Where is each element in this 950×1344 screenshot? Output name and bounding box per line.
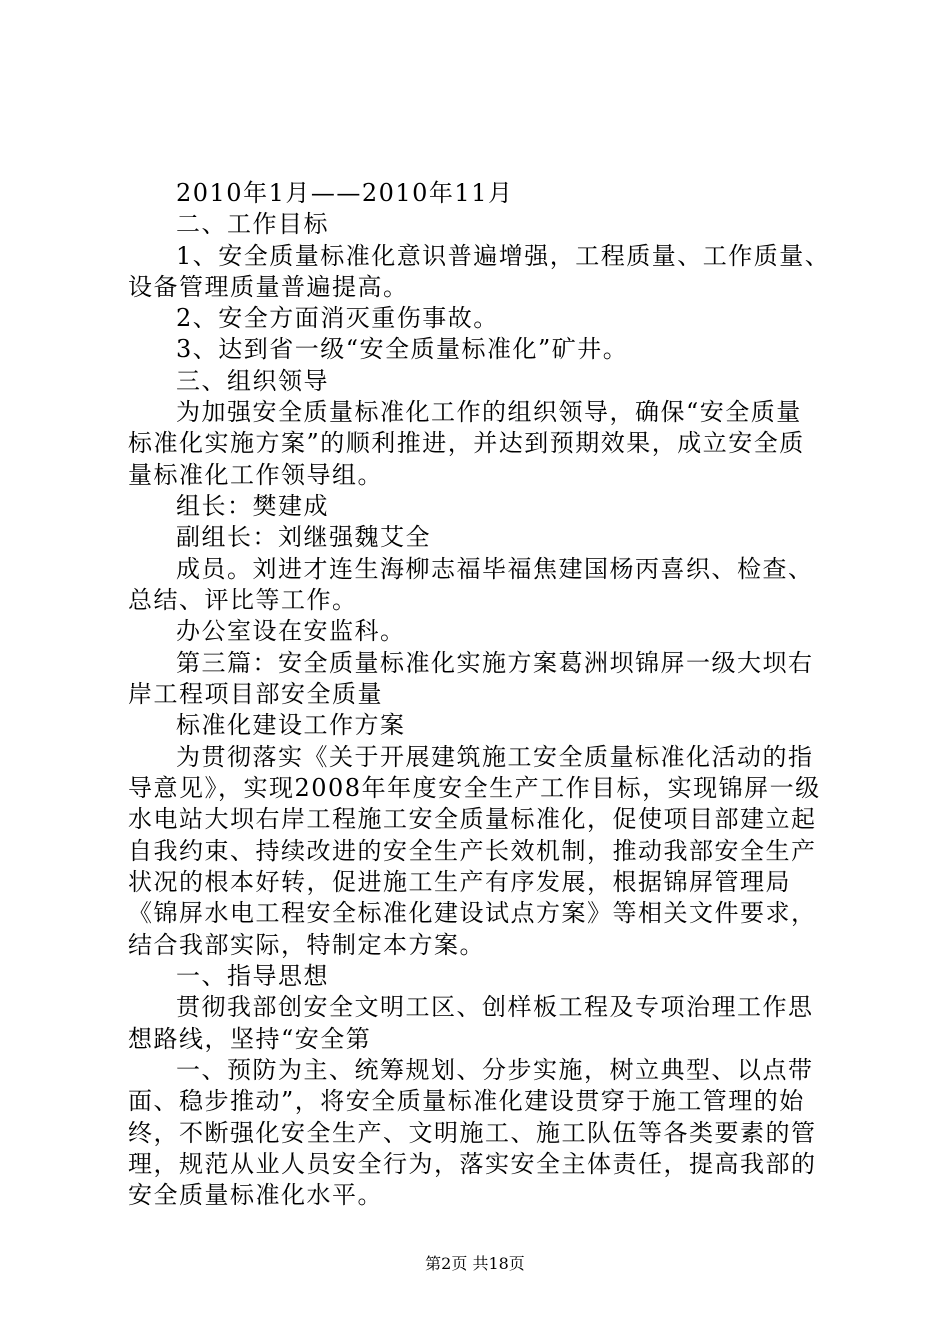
text-line: 水电站大坝右岸工程施工安全质量标准化，促使项目部建立起 [128,805,817,833]
heading-chapter-three: 第三篇：安全质量标准化实施方案葛洲坝锦屏一级大坝右 [176,649,814,677]
text-line: 想路线，坚持“安全第 [128,1025,372,1053]
text-line: 标准化实施方案”的顺利推进，并达到预期效果，成立安全质 [128,429,805,457]
text-line-deputy-leader: 副组长：刘继强魏艾全 [176,523,431,551]
heading-plan-title: 标准化建设工作方案 [176,711,406,739]
text-line: 一、预防为主、统筹规划、分步实施，树立典型、以点带 [176,1056,814,1084]
text-line: 结合我部实际，特制定本方案。 [128,931,485,959]
text-line: 设备管理质量普遍提高。 [128,273,409,301]
page-footer: 第2页 共18页 [425,1254,525,1273]
text-line-members: 成员。刘进才连生海柳志福毕福焦建国杨丙喜织、检查、 [176,555,814,583]
text-line: 1、安全质量标准化意识普遍增强，工程质量、工作质量、 [176,242,831,270]
text-line: 终，不断强化安全生产、文明施工、施工队伍等各类要素的管 [128,1119,817,1147]
text-line: 贯彻我部创安全文明工区、创样板工程及专项治理工作思 [176,993,814,1021]
text-line: 理，规范从业人员安全行为，落实安全主体责任，提高我部的 [128,1150,817,1178]
text-line: 3、达到省一级“安全质量标准化”矿井。 [176,335,629,363]
text-line: 面、稳步推动”，将安全质量标准化建设贯穿于施工管理的始 [128,1087,805,1115]
heading-guiding-thought: 一、指导思想 [176,962,329,990]
text-line-date-range: 2010年1月——2010年11月 [176,179,514,207]
text-line: 自我约束、持续改进的安全生产长效机制，推动我部安全生产 [128,837,817,865]
heading-work-goals: 二、工作目标 [176,210,329,238]
text-line-office: 办公室设在安监科。 [176,617,406,645]
heading-organization: 三、组织领导 [176,367,329,395]
text-line: 2、安全方面消灭重伤事故。 [176,304,499,332]
text-line: 《锦屏水电工程安全标准化建设试点方案》等相关文件要求， [128,899,817,927]
text-line: 量标准化工作领导组。 [128,461,383,489]
text-line: 导意见》，实现2008年年度安全生产工作目标，实现锦屏一级 [128,774,821,802]
text-line: 为贯彻落实《关于开展建筑施工安全质量标准化活动的指 [176,743,814,771]
text-line: 安全质量标准化水平。 [128,1181,383,1209]
text-line-group-leader: 组长：樊建成 [176,492,329,520]
text-line: 为加强安全质量标准化工作的组织领导，确保“安全质量 [176,398,802,426]
text-line: 总结、评比等工作。 [128,586,358,614]
text-line: 状况的根本好转，促进施工生产有序发展，根据锦屏管理局 [128,868,791,896]
text-line: 岸工程项目部安全质量 [128,680,383,708]
